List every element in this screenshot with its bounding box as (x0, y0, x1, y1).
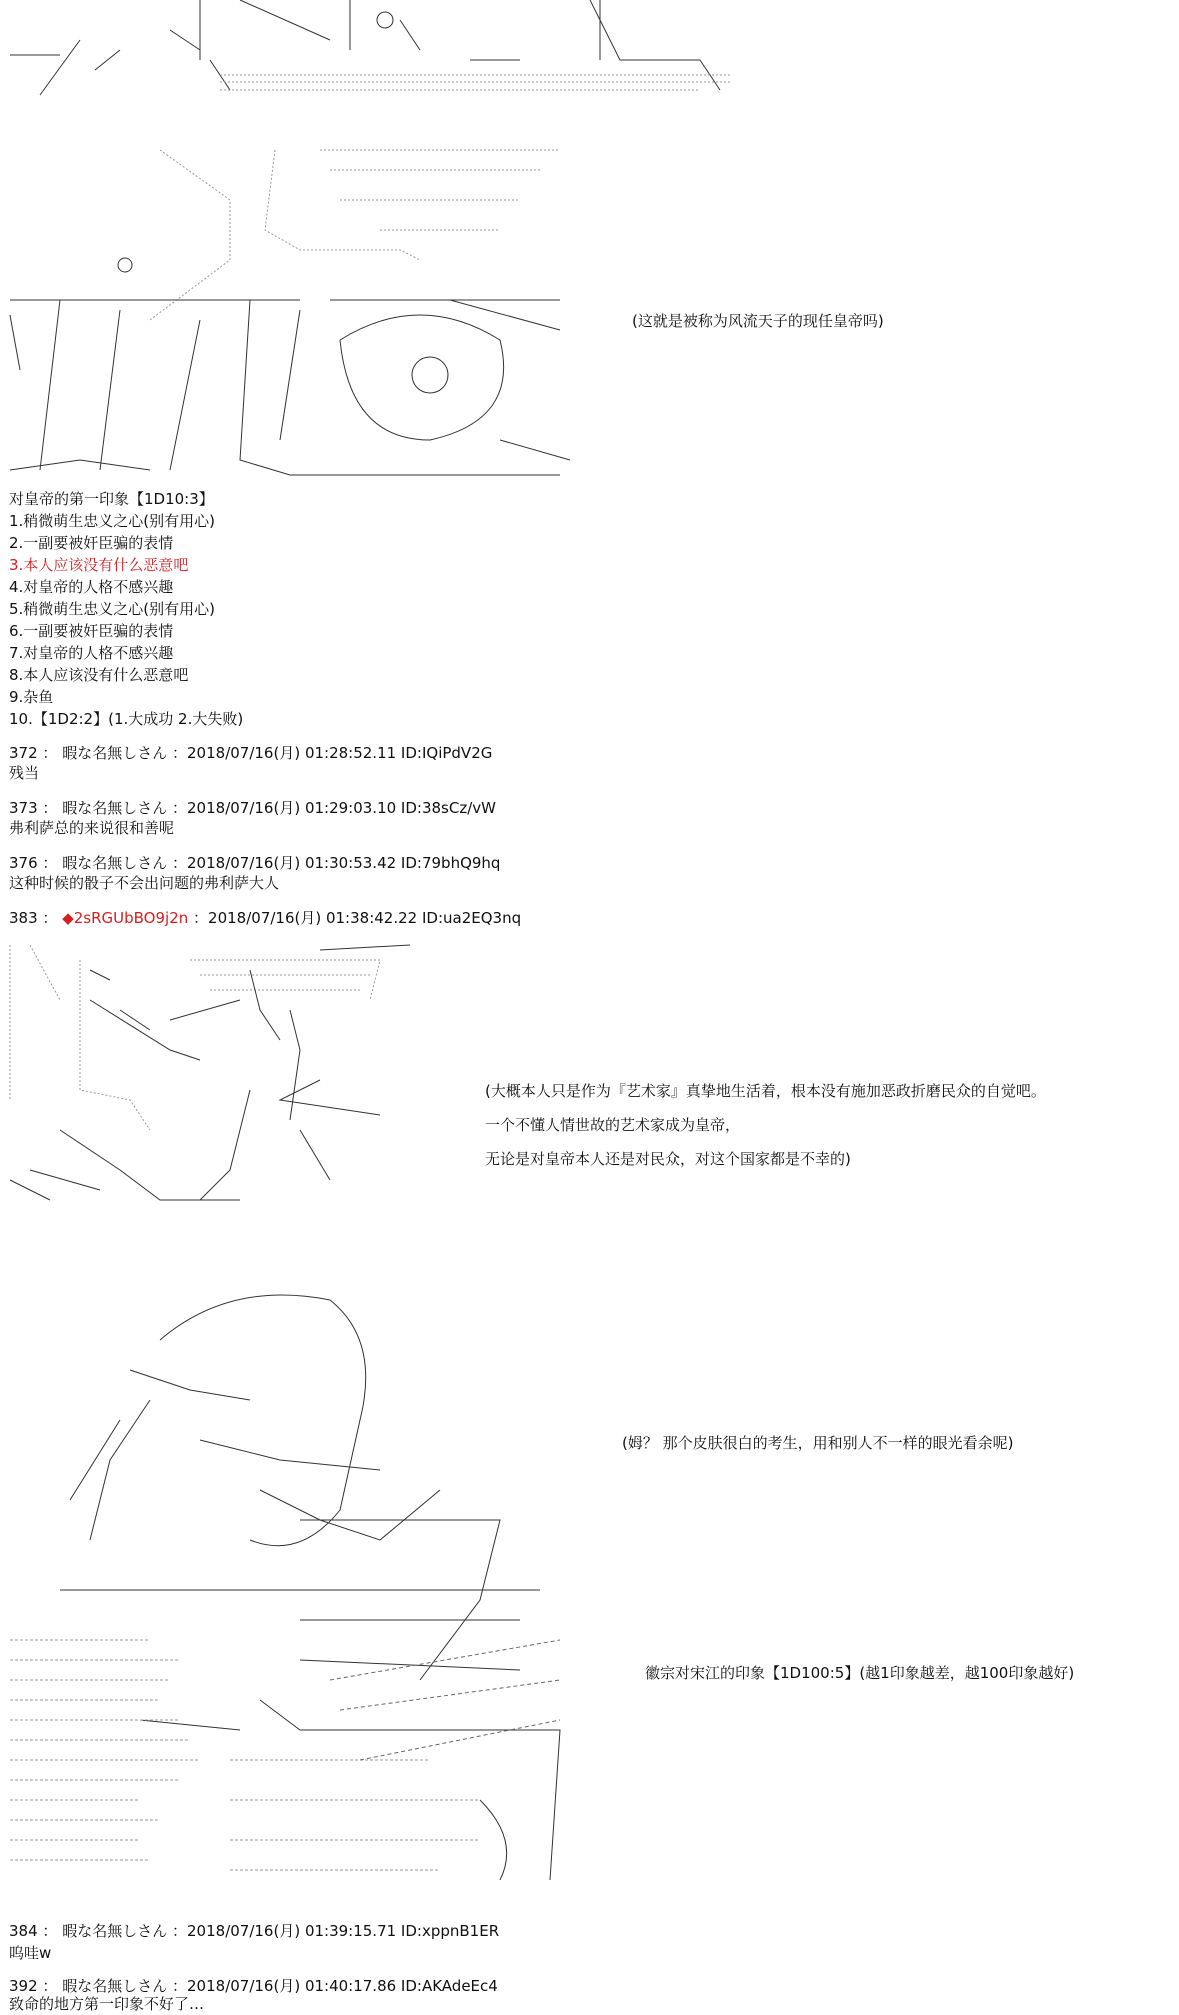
impression-item: 6.一副要被奸臣骗的表情 (9, 622, 174, 640)
post-sep: ： (42, 909, 58, 927)
post-body: 致命的地方第一印象不好了… (9, 1995, 205, 2013)
post-author: 暇な名無しさん (62, 854, 168, 872)
post-author-trip: ◆2sRGUbBO9j2n (62, 909, 189, 927)
post-number[interactable]: 372 (9, 744, 38, 762)
impression-item: 5.稍微萌生忠义之心(别有用心) (9, 600, 216, 618)
impression-item: 10.【1D2:2】(1.大成功 2.大失败) (9, 710, 244, 728)
post-body: 呜哇w (9, 1944, 52, 1962)
post-header (9, 797, 496, 819)
post-number[interactable]: 376 (9, 854, 38, 872)
post-meta: ：2018/07/16(月) 01:40:17.86 ID:AKAdeEc4 (172, 1977, 498, 1995)
post-meta: ：2018/07/16(月) 01:39:15.71 ID:xppnB1ER (172, 1922, 500, 1940)
caption-emperor: (这就是被称为风流天子的现任皇帝吗) (632, 312, 884, 330)
post-sep: ： (42, 1977, 58, 1995)
caption-artist: 无论是对皇帝本人还是对民众，对这个国家都是不幸的) (485, 1150, 851, 1168)
impression-item: 1.稍微萌生忠义之心(别有用心) (9, 512, 216, 530)
post-header (9, 742, 492, 764)
post-number[interactable]: 373 (9, 799, 38, 817)
post-body: 弗利萨总的来说很和善呢 (9, 819, 175, 837)
post-sep: ： (42, 799, 58, 817)
post-sep: ： (42, 744, 58, 762)
post-meta: ：2018/07/16(月) 01:38:42.22 ID:ua2EQ3nq (193, 909, 522, 927)
post-header (9, 852, 500, 874)
post-number[interactable]: 384 (9, 1922, 38, 1940)
post-sep: ： (42, 854, 58, 872)
post-author: 暇な名無しさん (62, 744, 168, 762)
caption-artist: 一个不懂人情世故的艺术家成为皇帝， (485, 1116, 741, 1134)
impression-item: 2.一副要被奸臣骗的表情 (9, 534, 174, 552)
post-author: 暇な名無しさん (62, 1922, 168, 1940)
post-body: 残当 (9, 764, 40, 782)
caption-artist: (大概本人只是作为『艺术家』真挚地生活着，根本没有施加恶政折磨民众的自觉吧。 (485, 1082, 1046, 1100)
impression-item: 7.对皇帝的人格不感兴趣 (9, 644, 174, 662)
post-header (9, 907, 521, 929)
impression-item-selected: 3.本人应该没有什么恶意吧 (9, 556, 189, 574)
impression-title: 对皇帝的第一印象【1D10:3】 (9, 490, 214, 508)
impression-item: 9.杂鱼 (9, 688, 54, 706)
impression-item: 8.本人应该没有什么恶意吧 (9, 666, 189, 684)
post-body: 这种时候的骰子不会出问题的弗利萨大人 (9, 874, 280, 892)
ascii-art-scene-top (0, 0, 740, 100)
post-meta: ：2018/07/16(月) 01:29:03.10 ID:38sCz/vW (172, 799, 496, 817)
post-author: 暇な名無しさん (62, 1977, 168, 1995)
post-header (9, 1920, 499, 1942)
post-meta: ：2018/07/16(月) 01:30:53.42 ID:79bhQ9hq (172, 854, 501, 872)
post-number[interactable]: 383 (9, 909, 38, 927)
ascii-art-emperor-profile (0, 940, 420, 1230)
post-author: 暇な名無しさん (62, 799, 168, 817)
caption-examinee: (姆？ 那个皮肤很白的考生，用和别人不一样的眼光看余呢) (622, 1434, 1014, 1452)
post-number[interactable]: 392 (9, 1977, 38, 1995)
impression-item: 4.对皇帝的人格不感兴趣 (9, 578, 174, 596)
post-meta: ：2018/07/16(月) 01:28:52.11 ID:IQiPdV2G (172, 744, 493, 762)
post-sep: ： (42, 1922, 58, 1940)
caption-dice-roll: 徽宗对宋江的印象【1D100:5】(越1印象越差，越100印象越好) (645, 1664, 1075, 1682)
ascii-art-emperor-seated (0, 1260, 580, 1890)
